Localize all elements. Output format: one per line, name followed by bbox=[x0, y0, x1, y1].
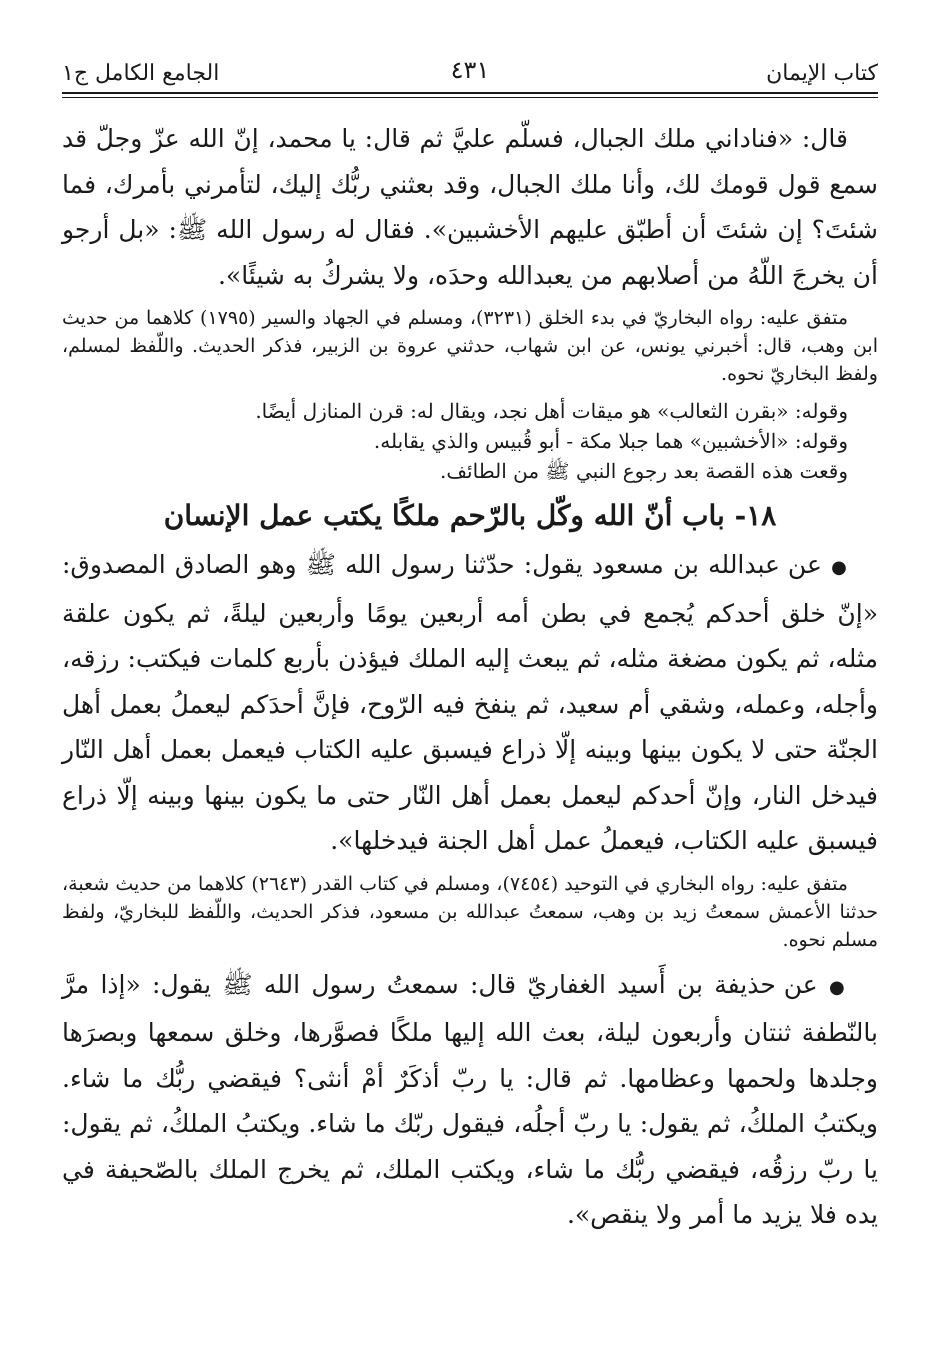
page-number: ٤٣١ bbox=[450, 56, 490, 84]
gloss-line: وقوله: «بقرن الثعالب» هو ميقات أهل نجد، ويقال له: قرن المنازل أيضًا. bbox=[255, 399, 848, 423]
bullet-icon: ● bbox=[831, 557, 848, 578]
hadith-text bbox=[62, 962, 878, 1238]
header-rule-thin bbox=[62, 97, 878, 98]
takhrij-note: متفق عليه: رواه البخاري في التوحيد (٧٤٥٤)، ومسلم في كتاب القدر (٢٦٤٣) كلاهما من حديث شعبة، حدثنا الأعمش سمعتُ زيد بن وهب، سمعتُ عبدالله بن مسعود، فذكر الحديث، واللّفظ للبخاريّ، ولفظ مسلم نحوه. bbox=[62, 872, 878, 951]
gloss-line: وقوله: «الأخشبين» هما جبلا مكة - أبو قُبيس والذي يقابله. bbox=[373, 429, 848, 453]
running-header bbox=[62, 52, 878, 88]
hadith-text bbox=[62, 542, 878, 864]
hadith-body: عن حذيفة بن أَسيد الغفاريّ قال: سمعتُ رسول الله ﷺ يقول: «إذا مرَّ بالنّطفة ثنتان وأربعون ليلة، بعث الله إليها ملكًا فصوَّرها، وخلق سمعها وبصرَها وجلدها ولحمها وعظامها. ثم قال: يا ربّ أذكَرٌ أمْ أنثى؟ فيقضي ربُّك ما شاء. ويكتبُ الملكُ، ثم يقول: يا ربّ أجلُه، فيقول ربّك ما شاء. ويكتبُ الملكُ، ثم يقول: يا ربّ رزقُه، فيقضي ربُّك ما شاء، ويكتب الملك، ثم يخرج الملك بالصّحيفة في يده فلا يزيد ما أمر ولا ينقص». bbox=[62, 969, 878, 1229]
bullet-icon: ● bbox=[828, 976, 848, 998]
header-book-title: كتاب الإيمان bbox=[766, 61, 878, 86]
chapter-heading: ١٨- باب أنّ الله وكّل بالرّحم ملكًا يكتب عمل الإنسان bbox=[163, 499, 777, 532]
hadith-continuation-text: قال: «فناداني ملك الجبال، فسلّم عليَّ ثم قال: يا محمد، إنّ الله عزّ وجلّ قد سمع قول قومك لك، وأنا ملك الجبال، وقد بعثني ربُّك إليك، لتأمرني بأمرك، فما شئتَ؟ إن شئتَ أن أطبّق عليهم الأخشبين». فقال له رسول الله ﷺ: «بل أرجو أن يخرجَ اللّهُ من أصلابهم من يعبدالله وحدَه، ولا يشركُ به شيئًا». bbox=[62, 124, 878, 290]
hadith-body: عن عبدالله بن مسعود يقول: حدّثنا رسول الله ﷺ وهو الصادق المصدوق: «إنّ خلق أحدكم يُجمع في بطن أمه أربعين يومًا وأربعين ليلةً، ثم يكون علقة مثله، ثم يكون مضغة مثله، ثم يبعث إليه الملك فيؤذن بأربع كلمات فيكتب: رزقه، وأجله، وعمله، وشقي أم سعيد، ثم ينفخ فيه الرّوح، فإنَّ أحدَكم ليعملُ بعمل أهل الجنّة حتى لا يكون بينها وبينه إلّا ذراع فيسبق عليه الكتاب فيعمل بعمل أهل النّار فيدخل النار، وإنّ أحدكم ليعمل بعمل أهل النّار حتى ما يكون بينها وبينه إلّا ذراع فيسبق عليه الكتاب، فيعملُ عمل أهل الجنة فيدخلها». bbox=[62, 550, 878, 855]
takhrij-note: متفق عليه: رواه البخاريّ في بدء الخلق (٣٢٣١)، ومسلم في الجهاد والسير (١٧٩٥) كلاهما من حديث ابن وهب، قال: أخبرني يونس، عن ابن شهاب، حدثني عروة بن الزبير، فذكر الحديث. واللّفظ لمسلم، ولفظ البخاريّ نحوه. bbox=[62, 307, 878, 385]
gloss-line: وقعت هذه القصة بعد رجوع النبي ﷺ من الطائف. bbox=[440, 459, 848, 483]
page-content bbox=[62, 116, 878, 1238]
header-rule-thick bbox=[62, 92, 878, 94]
header-volume: الجامع الكامل ج١ bbox=[62, 61, 220, 86]
